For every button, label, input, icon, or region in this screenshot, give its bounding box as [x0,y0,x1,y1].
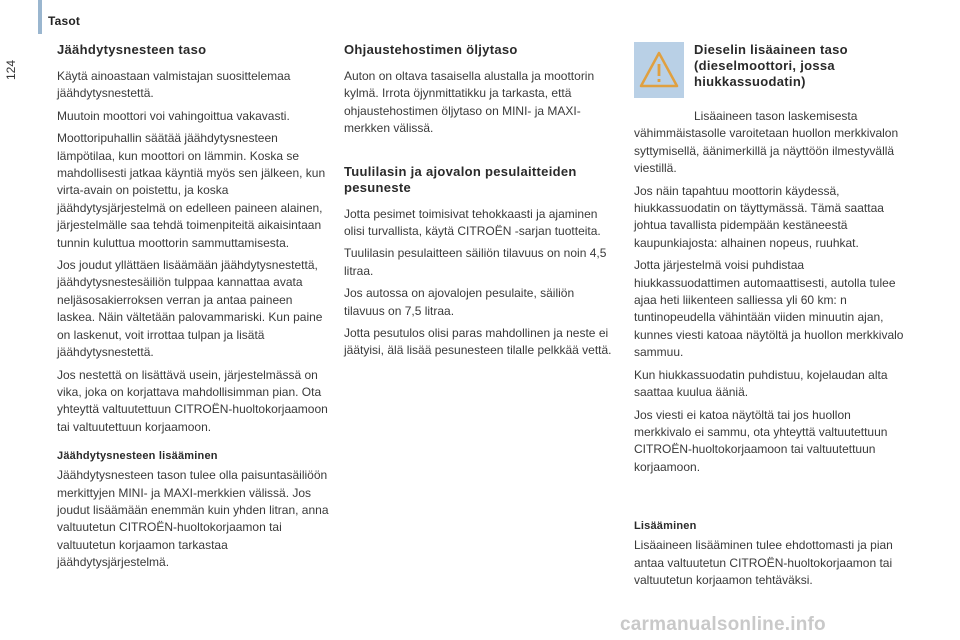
column-diesel-additive [634,42,906,594]
washer-paragraph: Tuulilasin pesulaitteen säiliön tilavuus on noin 4,5 litraa. [344,246,607,278]
diesel-additive-paragraph: Jos viesti ei katoa näytöltä tai jos huollon merkkivalo ei sammu, ota yhteyttä valtuutettuun CITROËN-huoltokorjaamoon tai valtuutettuun korjaamoon. [634,407,888,474]
warning-triangle-icon [638,50,680,90]
diesel-additive-paragraph [634,108,906,178]
washer-paragraph: Jos autossa on ajovalojen pesulaite, säiliön tilavuus on 7,5 litraa. [344,286,575,318]
coolant-paragraph: Moottoripuhallin säätää jäähdytysnesteen lämpötilaa, kun moottori on lämmin. Koska se mahdollisesti jatkaa käyntiä myös sen jälkeen, kun virta-avain on poistettu, ja koska jäähdytysjärjestelmä on edelleen paineen alainen, järjestelmälle saa tehdä toimenpiteitä aikaisintaan tunnin kuluttua moottorin sammuttamisesta. [57,131,326,250]
diesel-additive-title: Dieselin lisäaineen taso (dieselmoottori, jossa hiukkassuodatin) [694,42,848,89]
diesel-additive-paragraph: Kun hiukkassuodatin puhdistuu, kojelaudan alta saattaa kuulua ääniä. [634,367,888,400]
washer-paragraph: Jotta pesimet toimisivat tehokkaasti ja ajaminen olisi turvallista, käytä CITROËN -sarjan tuotteita. [344,206,601,239]
additive-topup-paragraph: Lisäaineen lisääminen tulee ehdottomasti ja pian antaa valtuutetun CITROËN-huoltokorjaamon tai valtuutetun korjaamon tehtäväksi. [634,538,893,587]
power-steering-paragraph: Auton on oltava tasaisella alustalla ja moottorin kylmä. Irrota öjynmittatikku ja tarkasta, että ohjaustehostimen öljytaso on MINI- ja MAXI-merkken välissä. [344,69,595,136]
additive-topup-title: Lisääminen [634,520,697,533]
coolant-paragraph: Jos joudut yllättäen lisäämään jäähdytysnestettä, jäähdytysnestesäiliön tulppaa kannattaa avata neljäsosakierroksen verran ja antaa paineen laskea. Näin vältetään palovammariski. Kun paine on laskenut, voit irrottaa tulpan ja lisätä jäähdytysnestettä. [57,258,323,360]
coolant-paragraph: Jos nestettä on lisättävä usein, järjestelmässä on vika, joka on korjattava mahdollisimman pian. Ota yhteyttä valtuutettuun CITROËN-huoltokorjaamoon tai valtuutettuun korjaamoon. [57,367,328,434]
page-number: 124 [4,60,18,81]
section-accent-bar [38,0,42,34]
diesel-additive-paragraph: Jos näin tapahtuu moottorin käydessä, hiukkassuodatin on täyttymässä. Tämä saattaa johtua tavallista pidempään kestäneestä kaupunkiajosta: alhainen nopeus, ruuhkat. [634,183,884,250]
diesel-additive-paragraph: Jotta järjestelmä voisi puhdistaa hiukkassuodattimen automaattisesti, autolla tulee ajaa heti liikenteen salliessa yli 60 km: n tuntinopeudella vähintään viiden minuutin ajan, kunnes viesti katoaa näytöltä ja huollon merkkivalo sammuu. [634,258,904,360]
watermark-text: carmanualsonline.info [620,614,826,635]
power-steering-title: Ohjaustehostimen öljytaso [344,42,518,57]
coolant-paragraph: Käytä ainoastaan valmistajan suosittelemaa jäähdytysnestettä. [57,69,291,101]
washer-fluid-title: Tuulilasin ja ajovalon pesulaitteiden pesuneste [344,163,577,195]
section-title: Tasot [48,14,81,28]
coolant-topup-title: Jäähdytysnesteen lisääminen [57,450,218,463]
warning-header [634,42,906,104]
coolant-title: Jäähdytysnesteen taso [57,42,207,57]
diesel-additive-first-text: Lisäaineen tason laskemisesta vähimmäistasolle varoitetaan huollon merkkivalon syttymisellä, äänimerkillä ja näyttöön ilmestyvällä viestillä. [634,109,899,176]
coolant-paragraph: Muutoin moottori voi vahingoittua vakavasti. [57,108,290,123]
column-coolant [57,42,329,577]
warning-box [634,42,684,98]
column-power-steering-washer [344,42,616,365]
washer-paragraph: Jotta pesutulos olisi paras mahdollinen ja neste ei jäätyisi, älä lisää pesunesteen tilalle pelkkää vettä. [344,326,612,358]
coolant-topup-paragraph: Jäähdytysnesteen tason tulee olla paisuntasäiliöön merkittyjen MINI- ja MAXI-merkkien välissä. Jos joudut lisäämään enemmän kuin yhden litran, anna valtuutetun CITROËN-huoltokorjaamon tai valtuutetun korjaamon tarkastaa jäähdytysjärjestelmä. [57,468,329,570]
